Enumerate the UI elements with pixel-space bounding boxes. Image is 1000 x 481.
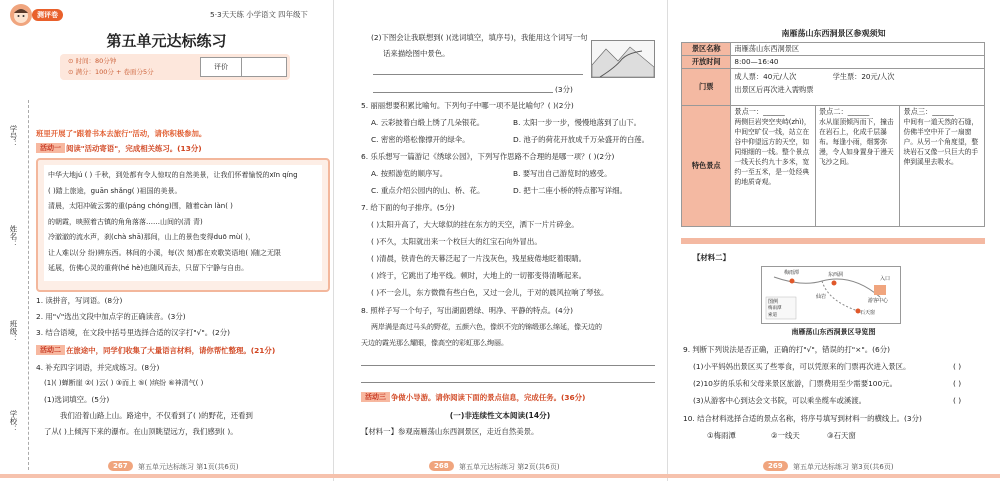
activity-3-text: 争做小导游。请你阅读下面的景点信息，完成任务。(36分)	[391, 393, 586, 402]
q9-item-1: (1)小平妈妈出景区买了些零食，可以凭原来的门票再次进入景区。	[693, 362, 911, 371]
q8-answer-line-1[interactable]	[361, 365, 655, 366]
map-place-4: 石天窗	[860, 310, 876, 316]
q9-item-2: (2)10岁的乐乐和父母来景区旅游，门票费用至少需要100元。	[693, 379, 897, 388]
spot-2-text: 水从崖顶倾泻而下，撞击在岩石上，化成千层瀑布。每逢小雨，烟雾弥漫，令人如身置身于漫天飞沙之间。	[818, 118, 894, 166]
spot-3-head[interactable]: 景点三：______	[903, 107, 954, 116]
map-title: 南雁荡山东西洞景区导览图	[791, 328, 876, 336]
page-title: 第五单元达标练习	[106, 32, 227, 50]
page-number: 267	[108, 461, 133, 471]
q10-option-1: ①梅雨潭	[707, 431, 736, 440]
q6-option-a[interactable]: A. 按照游览的顺序写。	[371, 169, 448, 178]
spots-label: 特色景点	[682, 106, 731, 227]
time-label: 开放时间	[682, 56, 731, 69]
map-place-3: 仙岩	[816, 294, 827, 300]
name-label: 姓名：	[9, 225, 18, 248]
passage-line-7: 延展，仿佛心灵的重荷(hé hè)也随风而去，只留下宁静与自由。	[48, 264, 249, 272]
question-7: 7. 给下面的句子排序。(5分)	[361, 203, 455, 212]
question-4-words: (1)( )蝉断崖 ②( )云( ) ③而上 ⑤( )缤纷 ⑥神清气( )	[44, 379, 204, 387]
q4-continued-1: (2)下图会让我联想到( )(选词填空，填序号)，我能用这个词写一句	[371, 33, 588, 42]
question-4: 4. 补充四字词语，并完成练习。(8分)	[36, 363, 160, 372]
page-footer: 第五单元达标练习 第3页(共6页)	[793, 463, 894, 471]
binding-line	[28, 100, 29, 470]
footer-bar	[333, 474, 667, 478]
question-5: 5. 丽丽想要积累比喻句。下列句子中哪一项不是比喻句？( )(2分)	[361, 101, 574, 110]
map-legend-item-1: 梅雨潭	[768, 306, 782, 311]
q8-answer-line-2[interactable]	[361, 382, 655, 383]
q7-item-1[interactable]: ( )太阳升高了，大大球似的挂在东方的天空，洒下一片片碎金。	[371, 220, 579, 229]
brand-badge: 测评卷	[32, 9, 63, 21]
answer-line-1[interactable]	[373, 74, 583, 75]
page-footer: 第五单元达标练习 第2页(共6页)	[459, 463, 560, 471]
map-legend: 图例	[768, 299, 779, 305]
brand-logo	[10, 4, 32, 26]
table-bottom-band	[681, 238, 985, 244]
guide-map	[761, 266, 901, 324]
ticket-label: 门票	[682, 69, 731, 106]
q9-item-3: (3)从游客中心到达会文书院，可以乘坐缆车或溪渡。	[693, 396, 867, 405]
eval-label: 评价	[200, 57, 242, 77]
area-label: 景区名称	[682, 43, 731, 56]
reading-title: (一)非连续性文本阅读(14分)	[449, 411, 551, 420]
q7-item-3[interactable]: ( )清晨，铁青色的天幕泛起了一片浅灰色，残星疲倦地眨着眼睛。	[371, 254, 587, 263]
activity-1-text: 阅读"活动寄语"，完成相关练习。(13分)	[66, 144, 202, 153]
q6-option-c[interactable]: C. 重点介绍公园内的山、桥、花。	[371, 186, 485, 195]
question-2: 2. 用"√"选出文段中加点字的正确读音。(3分)	[36, 312, 186, 321]
map-place-1: 梅雨潭	[784, 270, 800, 276]
school-label: 学校：	[9, 410, 18, 433]
spot-3-text: 中间有一道天然的石缝，仿佛半空中开了一扇窗户。从另一个角度望，整块岩石又像一只巨大的手伸到溪里去吸水。	[903, 118, 979, 166]
q9-answer-1[interactable]: ( )	[953, 362, 962, 371]
question-4-sub: (1)选词填空。(5分)	[44, 395, 110, 404]
question-10: 10. 结合材料选择合适的景点名称，将序号填写到材料一的横线上。(3分)	[683, 414, 922, 423]
time-info: ⊙ 时间：80分钟	[68, 57, 117, 65]
q5-option-d[interactable]: D. 池子的荷花开放成千万朵盛开的白莲。	[513, 135, 650, 144]
material-1: 【材料一】参观南雁荡山东西洞景区，走近自然美景。	[361, 427, 539, 436]
q6-option-b[interactable]: B. 要写出自己游览时的感受。	[513, 169, 612, 178]
question-6: 6. 乐乐想写一篇游记《绣球公园》，下列写作思路不合理的是哪一项？( )(2分)	[361, 152, 615, 161]
page-number: 268	[429, 461, 454, 471]
spot-1-text: 两侧巨岩突空夹峙(zhì)，中间空旷仅一线，站立在谷中仰望远方的天空，如同细细的一线。整个景点一线天长约九十多米，宽约一至五米，是一处经典的地质奇观。	[734, 118, 811, 186]
time-value: 8:00—16:40	[731, 56, 985, 69]
passage-line-4: 的朝霞，映照着古镇的角角落落……山间的(清 青)	[48, 217, 203, 226]
map-legend-item-2: 索道	[768, 313, 777, 318]
activity-2-text: 在旅途中，同学们收集了大量语言材料，请你帮忙整理。(21分)	[66, 346, 276, 355]
map-place-5: 游客中心	[868, 298, 889, 304]
question-9: 9. 判断下列说法是否正确，正确的打"√"，错误的打"×"。(6分)	[683, 345, 890, 354]
footer-bar	[667, 474, 1000, 478]
spot-1-head[interactable]: 景点一：______	[734, 107, 785, 116]
page-1	[0, 0, 333, 481]
notice-title: 南雁荡山东西洞景区参观须知	[781, 29, 886, 38]
q5-option-b[interactable]: B. 太阳一步一步，慢慢地落到了山下。	[513, 118, 642, 127]
activity-intro: 班里开展了"跟着书本去旅行"活动，请你积极参加。	[36, 129, 207, 138]
passage-line-5: 冷澈澈的流水声，刹(chà shā)那间，山上的景色变得duō mù( )，	[48, 233, 255, 241]
passage-line-6: 让人难以(分 纷)辨东西。林间的小溪，每(次 刻)都在欢歌笑语地( )随之无限	[48, 248, 282, 257]
q5-option-a[interactable]: A. 云彩披着白缎上绣了几朵银花。	[371, 118, 485, 127]
question-3: 3. 结合语境，在文段中括号里选择合适的汉字打"√"。(2分)	[36, 328, 230, 337]
passage-line-1: 中华大地jú ( ) 千秋，到处都有令人惊叹的自然美景，让我们怀着愉悦的xīn qíng	[48, 171, 298, 179]
class-label: 班级：	[9, 320, 18, 343]
map-place-2: 东西洞	[828, 272, 844, 278]
score-info: ⊙ 满分：100分 + 卷面分5分	[68, 68, 154, 76]
q7-item-2[interactable]: ( )不久，太阳就出来一个枚巨大的红宝石向外冒出。	[371, 237, 542, 246]
q10-option-2: ②一线天	[771, 431, 800, 440]
landscape-image	[591, 40, 655, 78]
activity-3-tag: 活动三	[361, 392, 390, 402]
question-8: 8. 照样子写一个句子，写出湖面碧绿、明净、平静的特点。(4分)	[361, 306, 574, 315]
question-4-text-2: 了从( )上倾泻下来的瀑布。在山顶眺望远方，我们感到( )。	[44, 427, 238, 436]
notice-table	[681, 42, 985, 227]
student-id-label: 学号：	[9, 125, 18, 148]
q9-answer-3[interactable]: ( )	[953, 396, 962, 405]
q7-item-5[interactable]: ( )不一会儿，东方微微有些白色，又过一会儿，于对的晨风拉响了琴弦。	[371, 288, 609, 297]
q4-continued-score: (3分)	[555, 85, 573, 94]
map-entry: 入口	[880, 276, 891, 282]
q8-example-2: 天边的霞光那么耀眼，像高空的彩虹那么绚丽。	[361, 339, 508, 347]
spot-2-head[interactable]: 景点二：______	[818, 107, 870, 116]
passage-line-2: ( )踏上旅途，guān shǎng( )祖国的美景。	[48, 186, 182, 195]
question-4-text-1: 我们沿着山路上山。路途中，不仅看到了( )的野花，还看到	[60, 411, 253, 420]
eval-field[interactable]	[241, 57, 287, 77]
ticket-adult: 成人票：40元/人次	[734, 72, 797, 81]
series-info: 5·3天天练 小学语文 四年级下	[210, 10, 308, 19]
q5-option-c[interactable]: C. 密密的塔松像撑开的绿伞。	[371, 135, 470, 144]
footer-bar	[0, 474, 333, 478]
question-1: 1. 读拼音，写词语。(8分)	[36, 296, 123, 305]
page-2	[333, 0, 667, 481]
page-footer: 第五单元达标练习 第1页(共6页)	[138, 463, 239, 471]
q8-example-1: 两岸满是高过马头的野花，五颜六色，像织不完的锦缎那么绵延，像天边的	[371, 323, 602, 331]
ticket-student: 学生票：20元/人次	[832, 72, 895, 81]
activity-2-tag: 活动二	[36, 345, 65, 355]
q6-option-d[interactable]: D. 把十二座小桥的特点都写详细。	[513, 186, 627, 195]
q10-option-3: ③石天窗	[827, 431, 856, 440]
answer-line-2[interactable]	[373, 92, 553, 93]
mountain-road-icon	[592, 41, 654, 77]
activity-1-tag: 活动一	[36, 143, 65, 153]
ticket-note: 出景区后再次进入需购票	[734, 85, 814, 94]
material-2: 【材料二】	[693, 253, 730, 262]
passage-box	[36, 158, 330, 292]
page-3	[667, 0, 1000, 481]
page-number: 269	[763, 461, 788, 471]
passage-line-3: 清晨，太阳冲破云雾的重(páng chóng)围，随着càn làn( )	[48, 202, 233, 210]
q9-answer-2[interactable]: ( )	[953, 379, 962, 388]
area-value: 南雁荡山东西洞景区	[731, 43, 985, 56]
q7-item-4[interactable]: ( )终于，它跳出了地平线。顿时，大地上的一切都变得清晰起来。	[371, 271, 587, 280]
kid-face-icon	[10, 4, 32, 26]
q4-continued-2: 话来描绘图中景色。	[383, 49, 450, 58]
